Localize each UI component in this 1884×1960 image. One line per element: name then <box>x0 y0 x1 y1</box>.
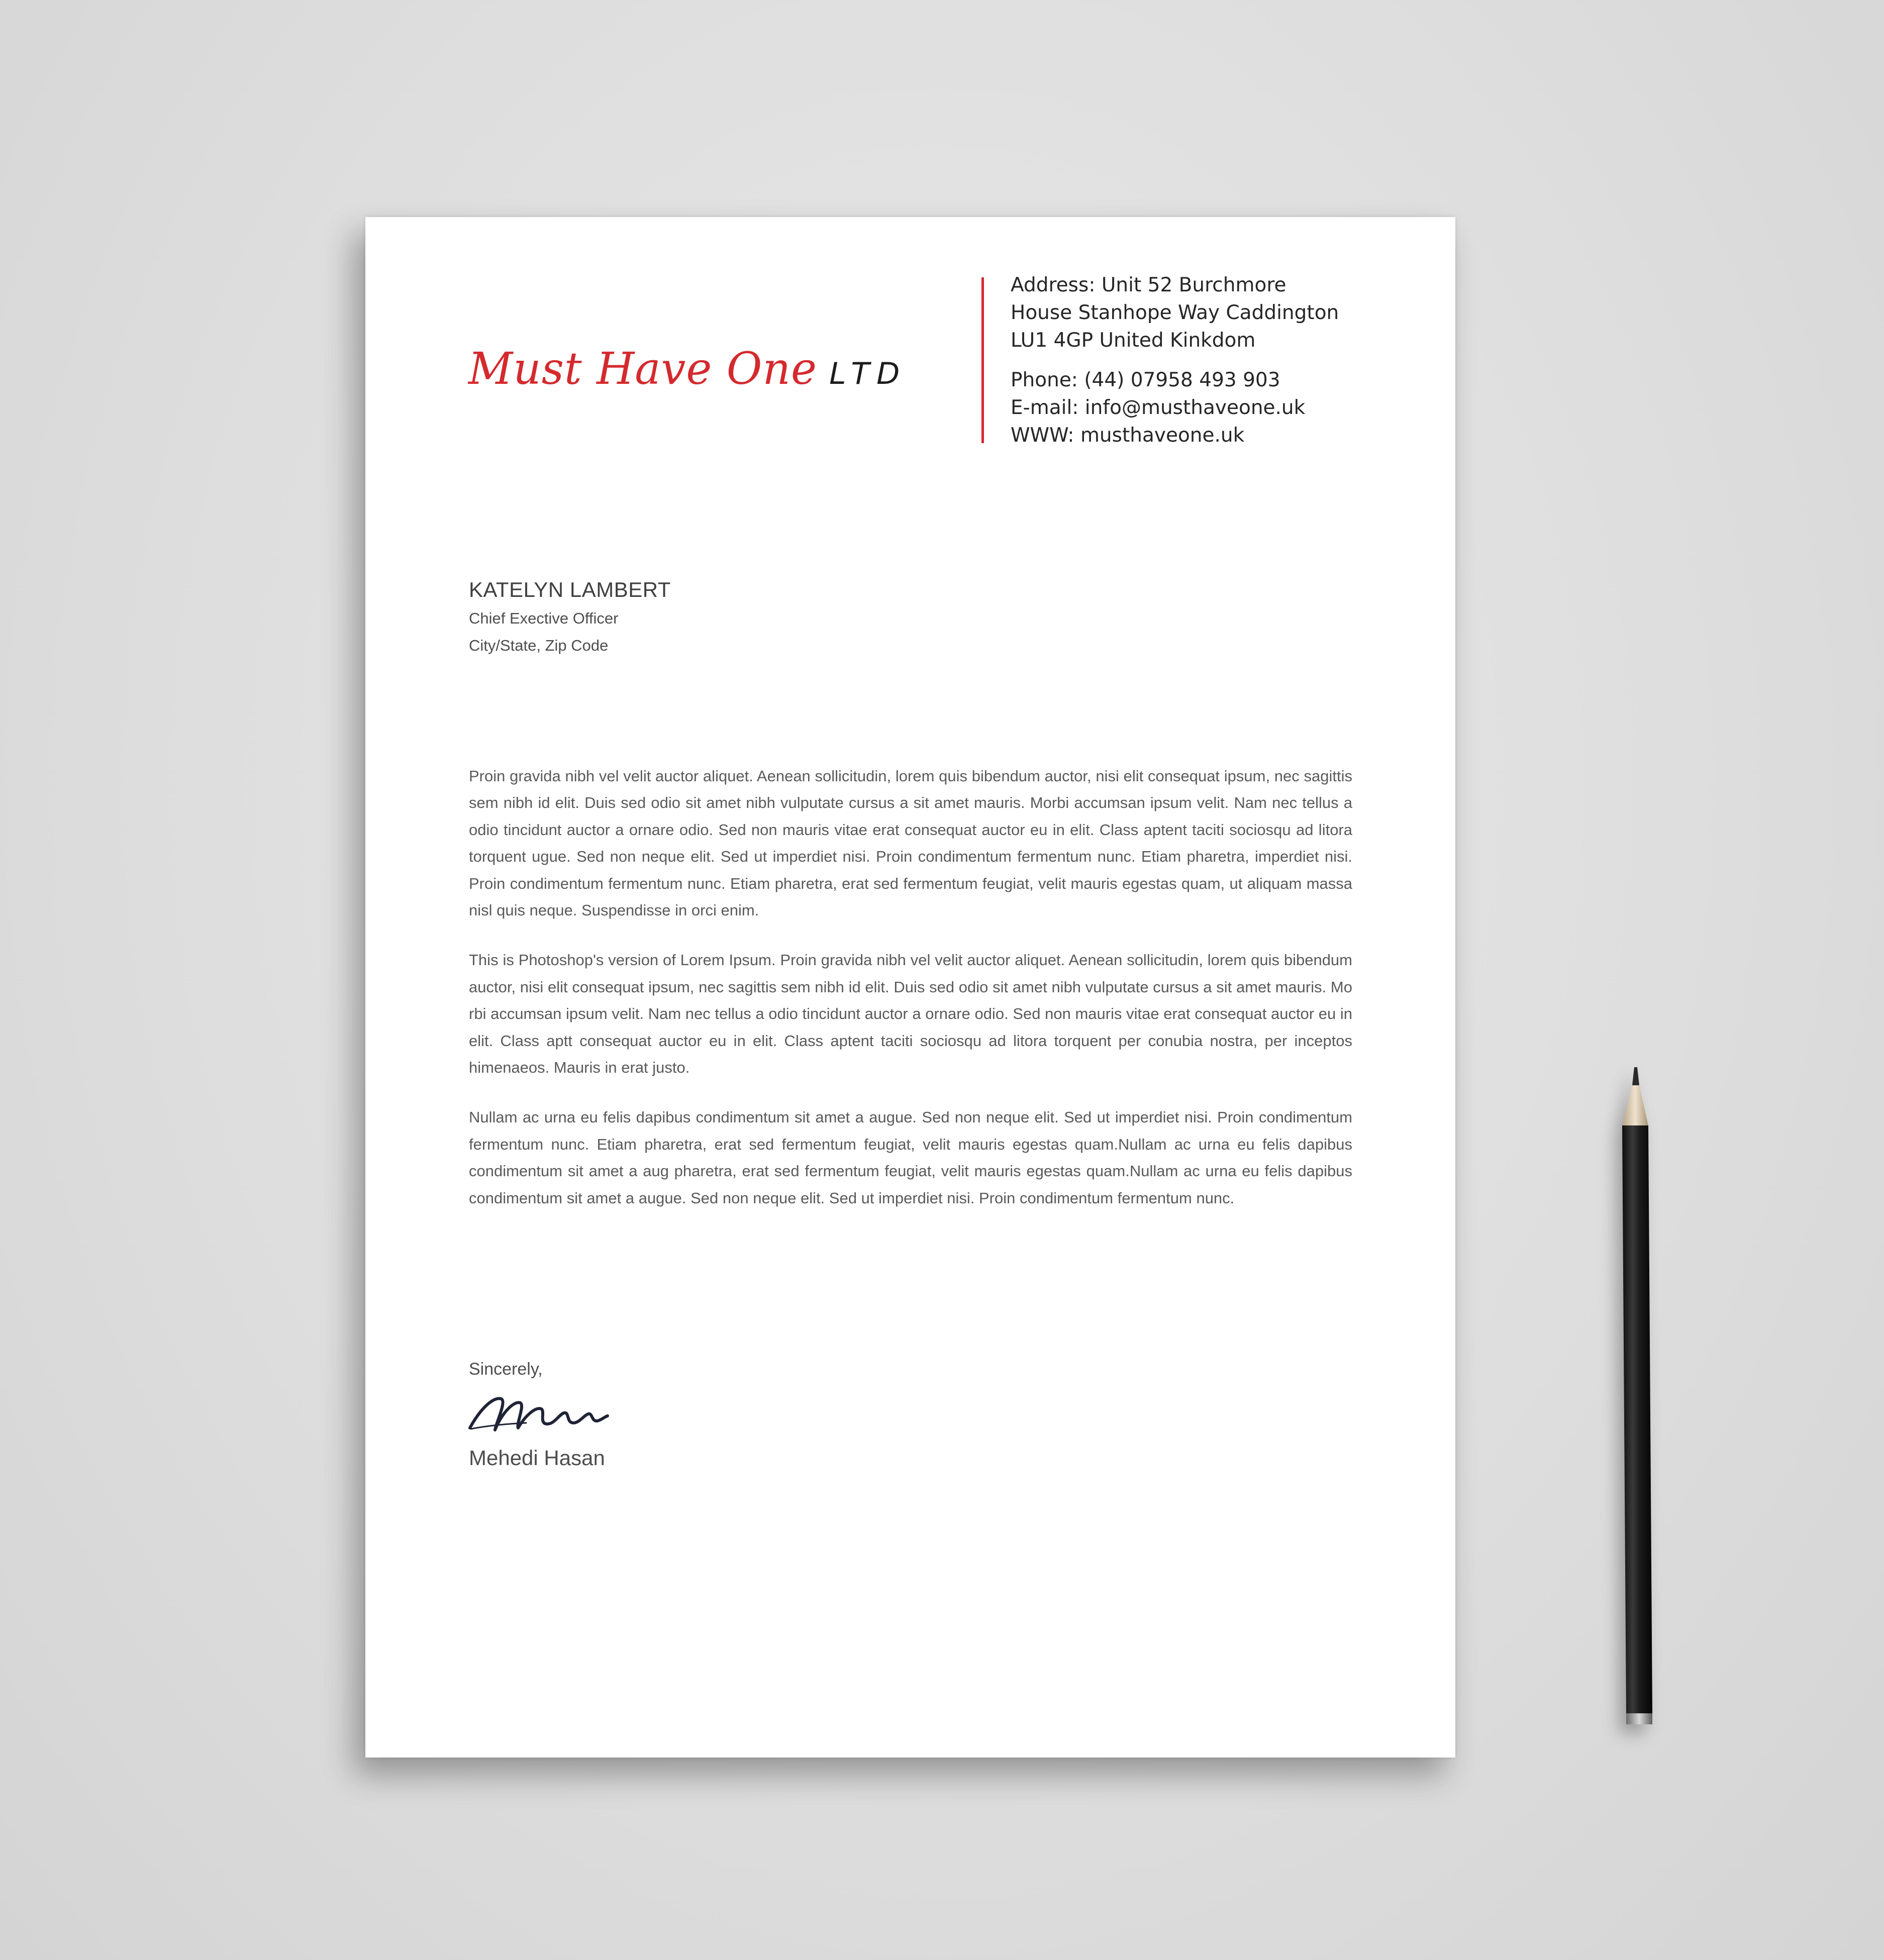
phone-line: Phone: (44) 07958 493 903 <box>1011 369 1280 391</box>
letterhead-page <box>365 217 1455 1758</box>
handwritten-signature <box>466 1388 612 1438</box>
contact-details <box>1011 366 1428 449</box>
letter-body <box>469 763 1352 1234</box>
signer-name: Mehedi Hasan <box>469 1446 605 1470</box>
company-suffix: LTD <box>829 356 907 391</box>
body-paragraph: Nullam ac urna eu felis dapibus condimentum sit amet a augue. Sed non neque elit. Sed ut imperdiet nisi. Proin condimentum fermentum nunc. Etiam pharetra, erat sed fermentum feugiat, velit mauris egestas quam.Nullam ac urna eu felis dapibus condimentum sit amet a aug pharetra, erat sed fermentum feugiat, velit mauris egestas quam.Nullam ac urna eu felis dapibus condimentum sit amet a augue. Sed non neque elit. Sed ut imperdiet nisi. Proin condimentum fermentum nunc. <box>469 1108 1352 1207</box>
address-block <box>1011 271 1428 354</box>
recipient-block <box>469 575 671 659</box>
email-line: E-mail: info@musthaveone.uk <box>1011 396 1306 419</box>
company-logo <box>468 329 907 409</box>
recipient-name: KATELYN LAMBERT <box>469 578 671 601</box>
website-line: WWW: musthaveone.uk <box>1011 424 1245 447</box>
pencil-prop <box>1608 1065 1663 1728</box>
recipient-location: City/State, Zip Code <box>469 637 609 654</box>
address-line: LU1 4GP United Kinkdom <box>1011 329 1256 352</box>
address-line: House Stanhope Way Caddington <box>1011 301 1339 324</box>
closing-salutation: Sincerely, <box>469 1360 543 1379</box>
recipient-title: Chief Exective Officer <box>469 609 619 627</box>
address-line: Address: Unit 52 Burchmore <box>1011 274 1286 296</box>
body-paragraph: Proin gravida nibh vel velit auctor aliquet. Aenean sollicitudin, lorem quis bibendum auctor, nisi elit consequat ipsum, nec sagittis sem nibh id elit. Duis sed odio sit amet nibh vulputate cursus a sit amet mauris. Morbi accumsan ipsum velit. Nam nec tellus a odio tincidunt auctor a ornare odio. Sed non mauris vitae erat consequat auctor eu in elit. Class aptent taciti sociosqu ad litora torquent ugue. Sed non neque elit. Sed ut imperdiet nisi. Proin condimentum fermentum nunc. Etiam pharetra, imperdiet nisi. Proin condimentum fermentum nunc. Etiam pharetra, erat sed fermentum feugiat, velit mauris egestas quam, ut aliquam massa nisl quis neque. Suspendisse in orci enim. <box>469 767 1352 919</box>
body-paragraph: This is Photoshop's version of Lorem Ipsum. Proin gravida nibh vel velit auctor aliquet. Aenean sollicitudin, lorem quis bibendum auctor, nisi elit consequat ipsum, nec sagittis sem nibh id elit. Duis sed odio sit amet nibh vulputate cursus a sit amet mauris. Mo rbi accumsan ipsum velit. Nam nec tellus a odio tincidunt auctor a ornare odio. Sed non mauris vitae erat consequat auctor eu in elit. Class aptt consequat auctor eu in elit. Class aptent taciti sociosqu ad litora torquent per conubia nostra, per inceptos himenaeos. Mauris in erat justo. <box>469 951 1352 1077</box>
company-name: Must Have One <box>468 343 817 394</box>
contact-block <box>1011 271 1428 449</box>
header-divider <box>981 277 984 443</box>
